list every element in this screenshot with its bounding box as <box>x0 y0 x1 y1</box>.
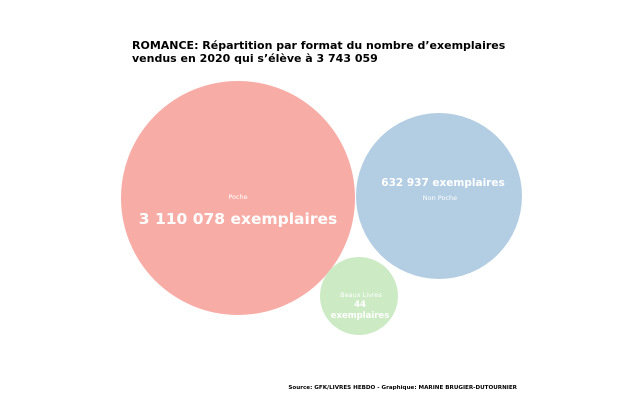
chart-source: Source: GFK/LIVRES HEBDO - Graphique: MARINE BRUGIER-DUTOURNIER <box>288 385 517 391</box>
label-beaux-livres-category: Beaux Livres <box>340 291 382 299</box>
label-non-poche-category: Non Poche <box>422 194 458 202</box>
label-non-poche-value: 632 937 exemplaires <box>381 177 505 189</box>
label-beaux-livres-value-unit: exemplaires <box>330 311 390 321</box>
chart-title-line-1: ROMANCE: Répartition par format du nombre d’exemplaires <box>132 39 506 52</box>
label-beaux-livres-value: 44 <box>354 300 366 310</box>
label-poche-category: Poche <box>228 193 248 201</box>
label-poche-value: 3 110 078 exemplaires <box>138 210 338 228</box>
chart-title-line-2: vendus en 2020 qui s’élève à 3 743 059 <box>132 52 378 65</box>
